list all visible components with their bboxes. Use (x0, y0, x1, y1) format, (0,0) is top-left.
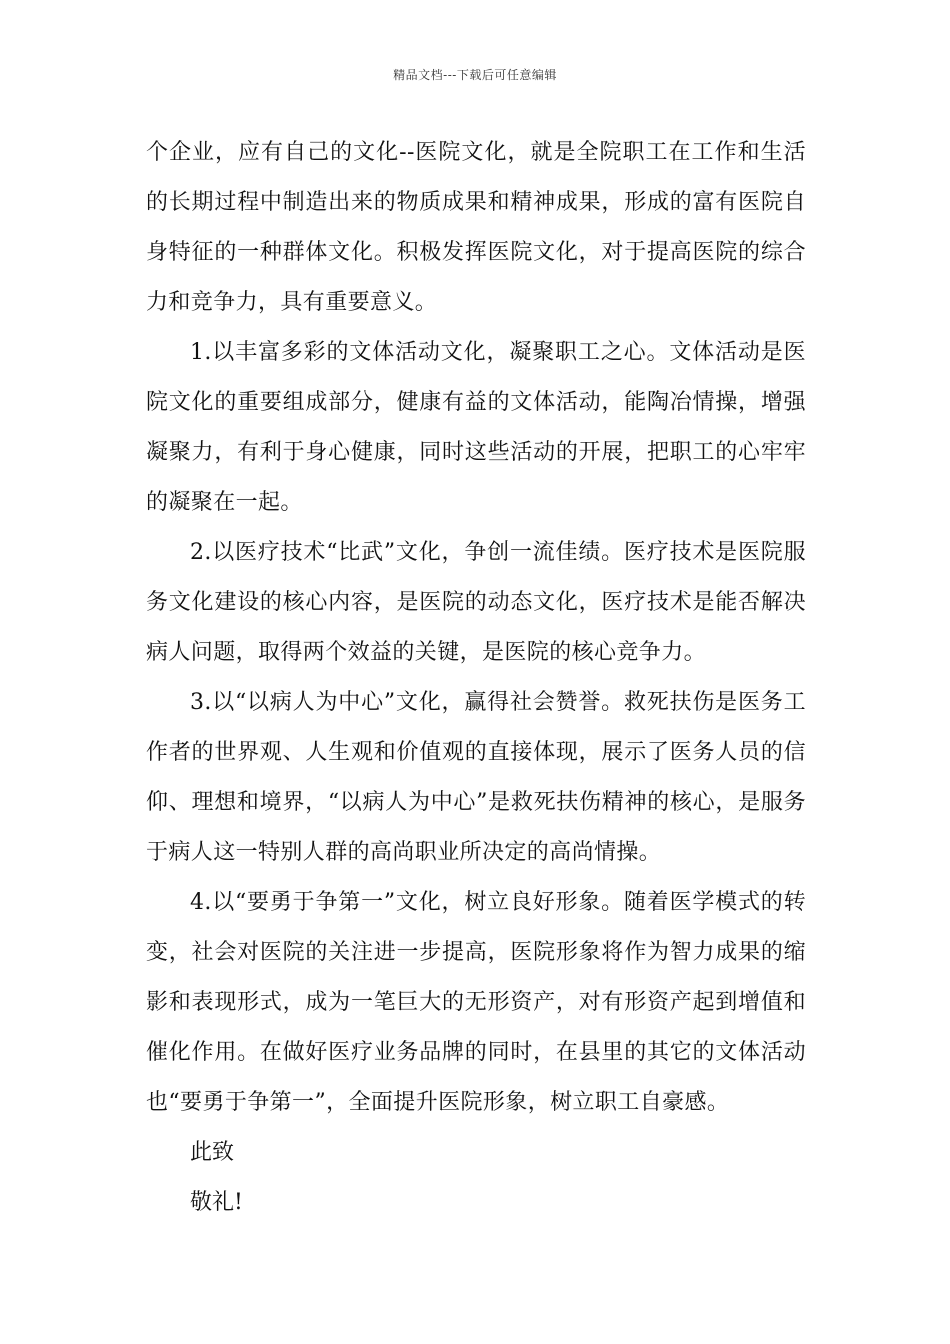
closing-line-1: 此致 (190, 1140, 235, 1165)
paragraph-intro: 个企业，应有自己的文化--医院文化，就是全院职工在工作和生活的长期过程中制造出来的物质成果和精神成果，形成的富有医院自身特征的一种群体文化。积极发挥医院文化，对于提高医院的综合力和竞争力，具有重要意义。 (146, 140, 806, 315)
document-body (146, 128, 806, 1228)
paragraph-point-1: 1.以丰富多彩的文体活动文化，凝聚职工之心。文体活动是医院文化的重要组成部分，健康有益的文体活动，能陶冶情操，增强凝聚力，有利于身心健康，同时这些活动的开展，把职工的心牢牢的凝聚在一起。 (146, 340, 806, 515)
page-header: 精品文档---下载后可任意编辑 (393, 68, 557, 82)
paragraph-point-2: 2.以医疗技术“比武”文化，争创一流佳绩。医疗技术是医院服务文化建设的核心内容，是医院的动态文化，医疗技术是能否解决病人问题，取得两个效益的关键，是医院的核心竞争力。 (146, 540, 806, 665)
paragraph-point-3: 3.以“以病人为中心”文化，赢得社会赞誉。救死扶伤是医务工作者的世界观、人生观和价值观的直接体现，展示了医务人员的信仰、理想和境界，“以病人为中心”是救死扶伤精神的核心，是服务于病人这一特别人群的高尚职业所决定的高尚情操。 (146, 690, 806, 865)
paragraph-point-4: 4.以“要勇于争第一”文化，树立良好形象。随着医学模式的转变，社会对医院的关注进一步提高，医院形象将作为智力成果的缩影和表现形式，成为一笔巨大的无形资产，对有形资产起到增值和催化作用。在做好医疗业务品牌的同时，在县里的其它的文体活动也“要勇于争第一”，全面提升医院形象，树立职工自豪感。 (146, 890, 806, 1115)
closing-line-2: 敬礼! (190, 1190, 243, 1215)
